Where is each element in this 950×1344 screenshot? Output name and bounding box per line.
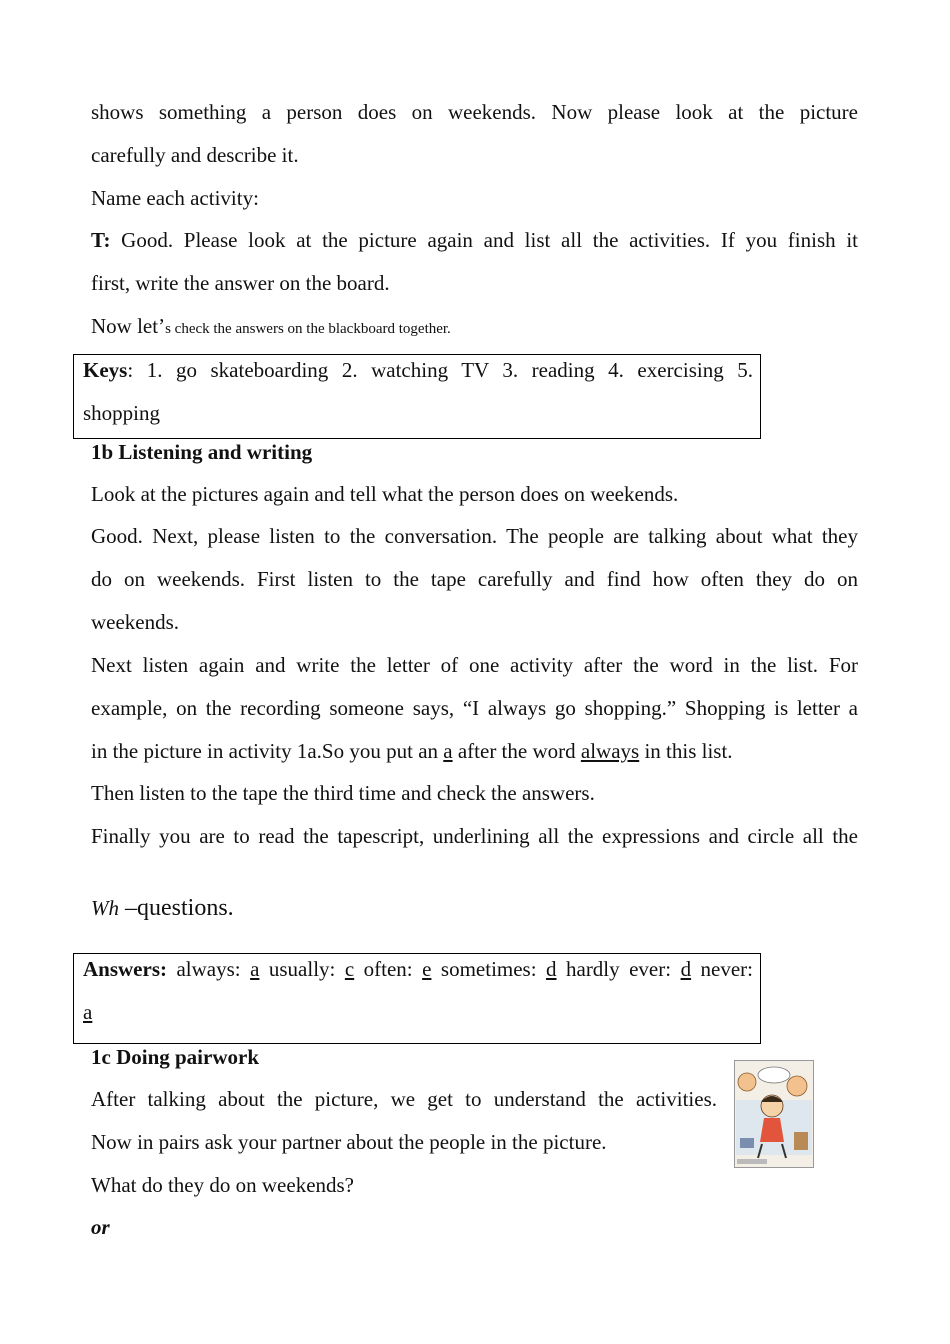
answer-value: d [546,957,557,981]
answer-key: sometimes: [431,957,547,981]
answer-value: e [422,957,432,981]
answer-value: c [344,957,355,981]
text: in the picture in activity 1a.So you put an [91,739,444,763]
check-line [91,311,451,344]
heading-1c: 1c Doing pairwork [91,1045,259,1069]
answer-key: always: [167,957,251,981]
wh-italic: Wh [91,896,119,920]
intro-line-1: shows something a person does on weekends. Now please look at the picture [91,100,858,124]
answers-line-2 [83,997,92,1027]
teacher-line-1 [91,225,858,255]
teacher-label: T: [91,228,111,252]
intro-line-2: carefully and describe it. [91,143,299,167]
heading-1b: 1b Listening and writing [91,440,313,464]
name-activity: Name each activity: [91,186,259,210]
para-1b-3-line-3 [91,736,733,766]
text: in this list. [639,739,733,763]
text: after the word [452,739,581,763]
underlined-letter: a [443,739,453,763]
answer-value: a [83,1000,93,1024]
underlined-word: always [580,739,640,763]
check-text-small: s check the answers on the blackboard together. [165,321,451,337]
answer-value: d [680,957,692,981]
answers-label: Answers: [83,957,167,981]
para-1c-line-1: After talking about the picture, we get to understand the activities. [91,1087,717,1111]
check-text-large: Now let’ [91,314,166,338]
or-label: or [91,1215,110,1239]
para-1c-line-3: What do they do on weekends? [91,1173,355,1197]
para-1b-2-line-2: do on weekends. First listen to the tape carefully and find how often they do on [91,567,858,591]
answer-key: never: [691,957,753,981]
teacher-line-2: first, write the answer on the board. [91,271,390,295]
para-1b-2-line-3: weekends. [91,610,180,634]
keys-label: Keys [83,358,128,382]
para-1b-5: Finally you are to read the tapescript, underlining all the expressions and circle all the [91,824,858,848]
answer-key: hardly ever: [556,957,681,981]
cartoon-illustration [734,1060,814,1168]
keys-text: : 1. go skateboarding 2. watching TV 3. reading 4. exercising 5. [127,358,753,382]
teacher-text: Good. Please look at the picture again and list all the activities. If you finish it [121,228,858,252]
para-1b-3-line-2: example, on the recording someone says, “I always go shopping.” Shopping is letter a [91,696,858,720]
para-1b-3-line-1: Next listen again and write the letter of one activity after the word in the list. For [91,653,858,677]
answer-value: a [250,957,260,981]
answer-key: often: [354,957,423,981]
answer-key: usually: [259,957,345,981]
para-1b-2-line-1: Good. Next, please listen to the conversation. The people are talking about what they [91,524,858,548]
wh-questions-line [91,893,234,923]
answers-box [73,953,761,1044]
wh-rest: –questions. [119,895,234,921]
para-1c-line-2: Now in pairs ask your partner about the people in the picture. [91,1130,607,1154]
keys-box [73,354,761,439]
answers-line-1 [83,954,753,984]
para-1b-1: Look at the pictures again and tell what the person does on weekends. [91,482,679,506]
para-1b-4: Then listen to the tape the third time and check the answers. [91,781,595,805]
keys-line-2: shopping [83,401,161,425]
keys-line-1 [83,355,753,385]
